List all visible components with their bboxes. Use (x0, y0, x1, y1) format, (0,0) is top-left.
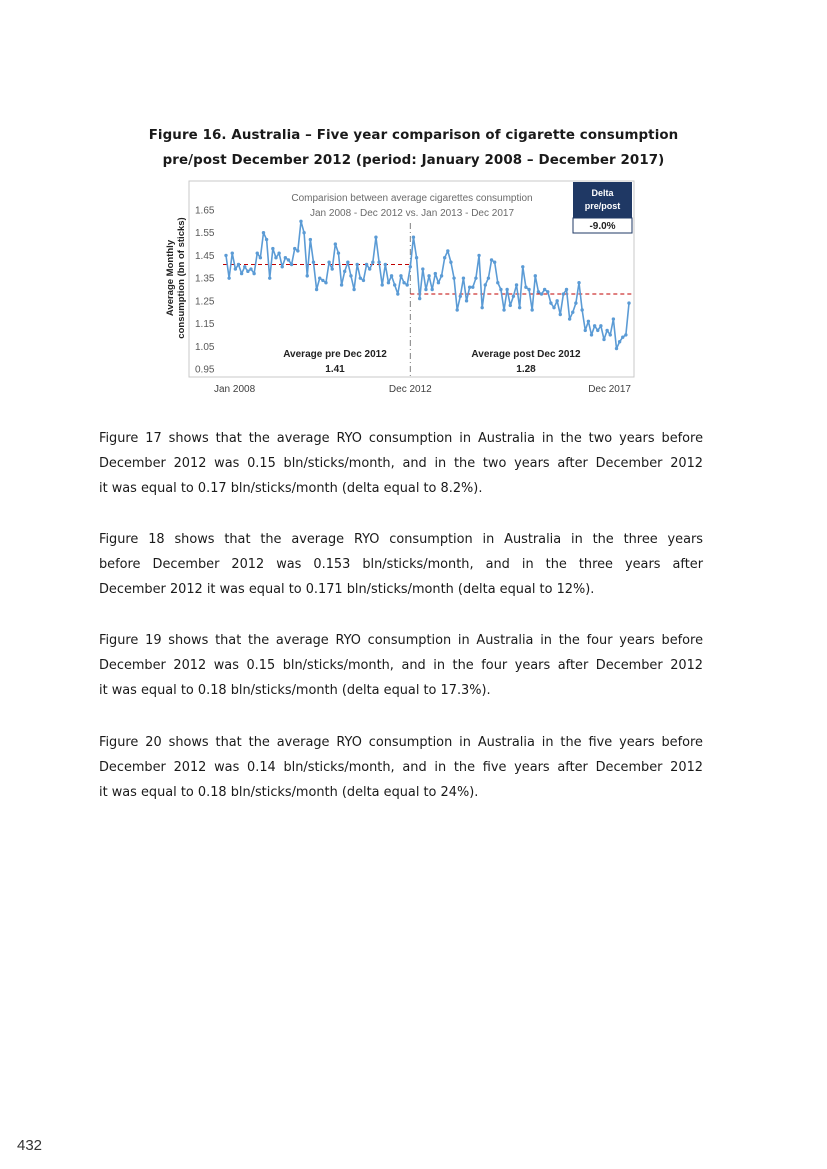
data-point (277, 251, 280, 254)
data-point (437, 281, 440, 284)
data-point (493, 261, 496, 264)
paragraph-line: Figure 18 shows that the average RYO consumption in Australia in the three years (99, 532, 703, 547)
data-point (324, 281, 327, 284)
data-point (349, 274, 352, 277)
data-point (434, 272, 437, 275)
data-point (580, 308, 583, 311)
data-point (590, 333, 593, 336)
data-point (377, 261, 380, 264)
data-point (587, 320, 590, 323)
data-point (337, 251, 340, 254)
data-point (552, 306, 555, 309)
data-point (281, 265, 284, 268)
data-point (384, 263, 387, 266)
paragraph-line: it was equal to 0.17 bln/sticks/month (delta equal to 8.2%). (99, 481, 483, 497)
data-point (480, 306, 483, 309)
y-axis-label-line-1: Average Monthly (165, 239, 176, 317)
data-point (540, 292, 543, 295)
data-point (615, 347, 618, 350)
data-point (346, 261, 349, 264)
y-tick-label: 1.05 (195, 341, 215, 353)
paragraph-line: before December 2012 was 0.153 bln/sticks/month, and in the three years after (99, 557, 703, 573)
data-point (412, 236, 415, 239)
pre-average-label: Average pre Dec 2012 (283, 349, 387, 360)
data-point (471, 286, 474, 289)
page-number: 432 (17, 1137, 43, 1154)
data-point (577, 281, 580, 284)
data-point (249, 267, 252, 270)
data-point (602, 338, 605, 341)
data-point (521, 265, 524, 268)
y-tick-label: 1.15 (195, 319, 215, 331)
data-point (262, 231, 265, 234)
y-tick-label: 1.55 (195, 228, 215, 240)
data-point (293, 247, 296, 250)
paragraph-line: Figure 19 shows that the average RYO consumption in Australia in the four years before (99, 633, 703, 648)
data-point (574, 301, 577, 304)
data-point (306, 274, 309, 277)
data-point (396, 292, 399, 295)
data-point (421, 267, 424, 270)
data-point (259, 256, 262, 259)
data-point (465, 299, 468, 302)
data-point (524, 286, 527, 289)
data-point (462, 276, 465, 279)
data-point (393, 283, 396, 286)
data-point (343, 270, 346, 273)
data-point (359, 276, 362, 279)
x-axis-ticks (214, 384, 631, 395)
y-tick-label: 0.95 (195, 364, 215, 376)
data-point (362, 279, 365, 282)
data-point (256, 251, 259, 254)
figure-caption-line-2: pre/post December 2012 (period: January 2008 – December 2017) (162, 153, 665, 168)
data-point (490, 258, 493, 261)
data-point (365, 263, 368, 266)
consumption-chart (164, 178, 644, 398)
data-point (340, 283, 343, 286)
data-point (274, 256, 277, 259)
data-point (474, 276, 477, 279)
data-point (312, 261, 315, 264)
data-point (449, 261, 452, 264)
data-point (374, 236, 377, 239)
data-point (424, 288, 427, 291)
y-tick-label: 1.45 (195, 250, 215, 262)
data-point (555, 299, 558, 302)
data-point (568, 317, 571, 320)
data-point (402, 281, 405, 284)
data-point (265, 238, 268, 241)
data-point (240, 272, 243, 275)
data-point (309, 238, 312, 241)
y-axis-label (165, 217, 187, 338)
data-point (427, 274, 430, 277)
data-point (487, 276, 490, 279)
paragraph-line: Figure 17 shows that the average RYO consumption in Australia in the two years before (99, 431, 703, 446)
data-point (452, 276, 455, 279)
data-point (299, 220, 302, 223)
data-point (418, 297, 421, 300)
data-point (459, 295, 462, 298)
post-average-value: 1.28 (516, 364, 536, 375)
chart-title-line-1: Comparision between average cigarettes consumption (291, 193, 533, 204)
data-point (605, 329, 608, 332)
data-point (584, 329, 587, 332)
paragraph-figure-18 (99, 527, 703, 603)
x-tick-label: Jan 2008 (214, 384, 256, 395)
data-point (537, 290, 540, 293)
data-point (618, 340, 621, 343)
paragraph-figure-17 (99, 426, 703, 502)
y-axis-label-line-2: consumption (bn of sticks) (176, 217, 187, 339)
data-point (627, 301, 630, 304)
y-tick-label: 1.25 (195, 296, 215, 308)
data-point (543, 288, 546, 291)
data-point (302, 231, 305, 234)
data-point (515, 283, 518, 286)
data-point (505, 288, 508, 291)
data-point (390, 274, 393, 277)
data-point (290, 263, 293, 266)
delta-box (573, 182, 632, 233)
data-point (443, 256, 446, 259)
data-point (287, 258, 290, 261)
data-point (268, 276, 271, 279)
delta-label-line-1: Delta (591, 188, 614, 198)
data-point (599, 324, 602, 327)
paragraph-line: Figure 20 shows that the average RYO consumption in Australia in the five years before (99, 735, 703, 750)
data-point (237, 263, 240, 266)
delta-value: -9.0% (589, 221, 616, 232)
data-point (321, 279, 324, 282)
data-point (381, 283, 384, 286)
data-point (231, 251, 234, 254)
data-point (609, 333, 612, 336)
data-point (468, 286, 471, 289)
data-point (234, 267, 237, 270)
paragraph-line: December 2012 was 0.15 bln/sticks/month, and in the two years after December 2012 (99, 456, 703, 472)
data-point (565, 288, 568, 291)
data-point (612, 317, 615, 320)
data-point (327, 261, 330, 264)
data-point (296, 249, 299, 252)
data-point (318, 276, 321, 279)
data-point (405, 283, 408, 286)
data-point (409, 265, 412, 268)
data-point (252, 272, 255, 275)
y-tick-label: 1.35 (195, 273, 215, 285)
data-point (527, 288, 530, 291)
paragraph-figure-20 (99, 730, 703, 806)
data-point (499, 288, 502, 291)
data-point (502, 308, 505, 311)
data-point (546, 290, 549, 293)
data-point (415, 256, 418, 259)
data-point (562, 292, 565, 295)
y-tick-label: 1.65 (195, 205, 215, 217)
data-point (559, 313, 562, 316)
data-point (399, 274, 402, 277)
paragraph-line: December 2012 was 0.14 bln/sticks/month, and in the five years after December 2012 (99, 760, 703, 776)
paragraph-line: December 2012 was 0.15 bln/sticks/month, and in the four years after December 2012 (99, 658, 703, 674)
data-point (518, 306, 521, 309)
delta-label-line-2: pre/post (584, 201, 621, 211)
chart-title-line-2: Jan 2008 - Dec 2012 vs. Jan 2013 - Dec 2017 (309, 208, 515, 219)
paragraph-line: December 2012 it was equal to 0.171 bln/sticks/month (delta equal to 12%). (99, 582, 595, 598)
data-point (227, 276, 230, 279)
data-point (512, 295, 515, 298)
data-point (440, 274, 443, 277)
figure-caption-line-1: Figure 16. Australia – Five year comparison of cigarette consumption (148, 128, 679, 143)
data-point (484, 283, 487, 286)
data-point (534, 274, 537, 277)
data-point (224, 254, 227, 257)
data-point (571, 311, 574, 314)
data-point (352, 288, 355, 291)
data-point (246, 270, 249, 273)
data-point (371, 261, 374, 264)
data-point (446, 249, 449, 252)
x-tick-label: Dec 2012 (388, 384, 432, 395)
data-point (593, 324, 596, 327)
data-point (624, 333, 627, 336)
data-point (430, 288, 433, 291)
data-point (455, 308, 458, 311)
paragraph-line: it was equal to 0.18 bln/sticks/month (delta equal to 17.3%). (99, 683, 491, 699)
data-point (271, 247, 274, 250)
x-tick-label: Dec 2017 (588, 384, 631, 395)
data-point (331, 267, 334, 270)
data-point (621, 336, 624, 339)
data-point (509, 304, 512, 307)
data-point (477, 254, 480, 257)
data-point (596, 329, 599, 332)
consumption-chart-svg (164, 178, 644, 398)
data-point (496, 281, 499, 284)
data-point (334, 242, 337, 245)
data-point (315, 288, 318, 291)
data-point (549, 301, 552, 304)
paragraph-figure-19 (99, 628, 703, 704)
data-point (243, 265, 246, 268)
data-point (356, 263, 359, 266)
data-point (530, 308, 533, 311)
data-point (368, 267, 371, 270)
data-point (387, 281, 390, 284)
paragraph-line: it was equal to 0.18 bln/sticks/month (delta equal to 24%). (99, 785, 479, 801)
post-average-label: Average post Dec 2012 (471, 349, 581, 360)
pre-average-value: 1.41 (325, 364, 345, 375)
data-point (284, 256, 287, 259)
